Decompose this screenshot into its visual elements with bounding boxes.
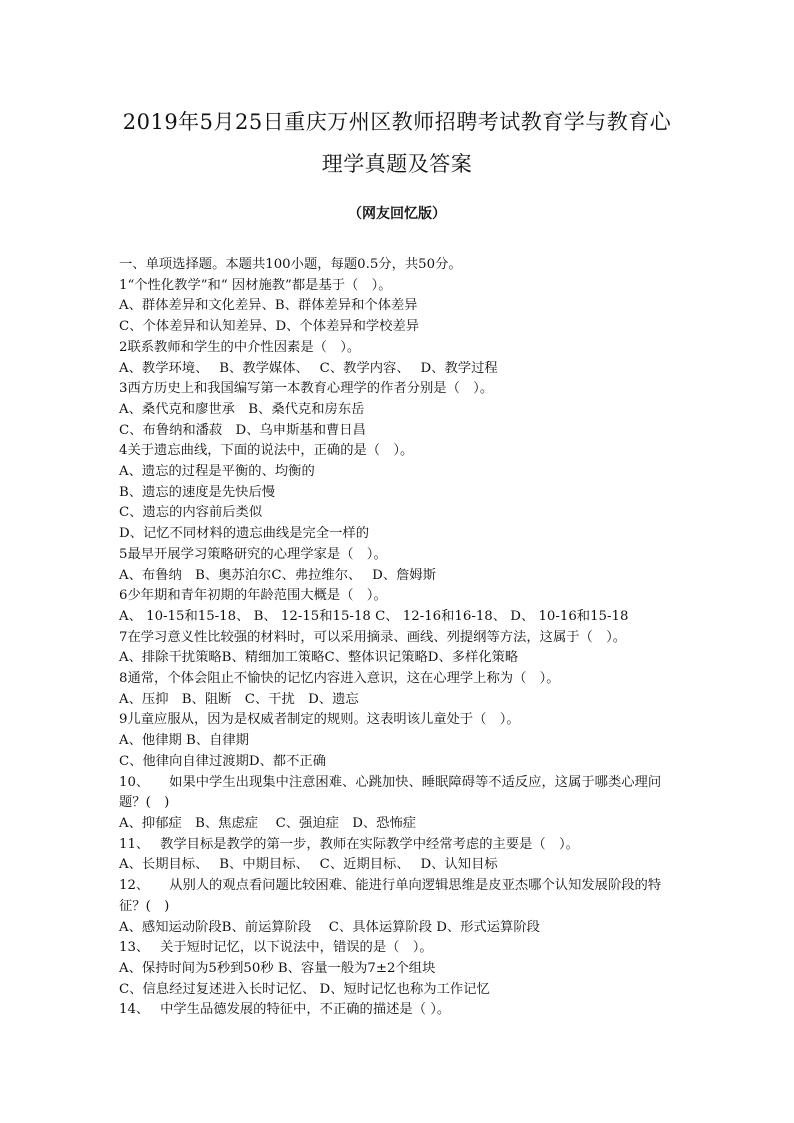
question-8-options: A、压抑 B、阻断 C、干扰 D、遗忘 xyxy=(119,691,359,707)
question-6-options: A、 10-15和15-18、 B、 12-15和15-18 C、 12-16和16-18、 D、 10-16和15-18 xyxy=(119,608,629,624)
question-5: 5最早开展学习策略研究的心理学家是（ ）。 xyxy=(119,546,387,562)
question-12-options: A、感知运动阶段B、前运算阶段 C、具体运算阶段 D、形式运算阶段 xyxy=(119,919,540,935)
question-1-options-ab: A、群体差异和文化差异、B、群体差异和个体差异 xyxy=(119,298,418,314)
question-2-options: A、教学环境、 B、教学媒体、 C、教学内容、 D、教学过程 xyxy=(119,360,498,376)
document-title-line1: 2019年5月25日重庆万州区教师招聘考试教育学与教育心 xyxy=(122,110,672,134)
question-13-options-cd: C、信息经过复述进入长时记忆、 D、短时记忆也称为工作记忆 xyxy=(119,981,490,997)
question-5-options: A、布鲁纳 B、奥苏泊尔C、弗拉维尔、 D、詹姆斯 xyxy=(119,567,437,583)
question-13-options-ab: A、保持时间为5秒到50秒 B、容量一般为7±2个组块 xyxy=(119,960,436,976)
question-6: 6少年期和青年初期的年龄范围大概是（ ）。 xyxy=(119,588,387,604)
section-heading: 一、单项选择题。本题共100小题，每题0.5分，共50分。 xyxy=(119,257,462,272)
question-3-options-ab: A、桑代克和廖世承 B、桑代克和房东岳 xyxy=(119,401,365,417)
question-11: 11、 教学目标是教学的第一步，教师在实际教学中经常考虑的主要是（ ）。 xyxy=(119,836,579,852)
question-1: 1“个性化教学”和“ 因材施教”都是基于（ ）。 xyxy=(119,277,392,293)
question-12: 12、 从别人的观点看问题比较困难、能进行单向逻辑思维是皮亚杰哪个认知发展阶段的特征？( ) xyxy=(119,878,662,914)
question-4-option-c: C、遗忘的内容前后类似 xyxy=(119,505,263,521)
question-8: 8通常，个体会阻止不愉快的记忆内容进入意识，这在心理学上称为（ ）。 xyxy=(119,671,560,687)
question-4-option-a: A、遗忘的过程是平衡的、均衡的 xyxy=(119,464,315,480)
document-subtitle: （网友回忆版） xyxy=(348,206,446,222)
question-2: 2联系教师和学生的中介性因素是（ ）。 xyxy=(119,339,361,355)
question-9-options-cd: C、他律向自律过渡期D、都不正确 xyxy=(119,753,326,769)
question-14: 14、 中学生品德发展的特征中，不正确的描述是（ ）。 xyxy=(119,1002,451,1018)
question-7-options: A、排除干扰策略B、精细加工策略C、整体识记策略D、多样化策略 xyxy=(119,650,519,666)
question-9: 9儿童应服从，因为是权威者制定的规则。这表明该儿童处于（ ）。 xyxy=(119,712,520,728)
question-4-option-d: D、记忆不同材料的遗忘曲线是完全一样的 xyxy=(119,526,370,542)
question-3-options-cd: C、布鲁纳和潘菽 D、乌申斯基和曹日昌 xyxy=(119,422,366,438)
question-1-options-cd: C、个体差异和认知差异、D、个体差异和学校差异 xyxy=(119,319,420,335)
question-4: 4关于遗忘曲线，下面的说法中，正确的是（ ）。 xyxy=(119,443,414,459)
question-list xyxy=(119,255,679,1021)
question-11-options: A、长期目标、 B、中期目标、 C、近期目标、 D、认知目标 xyxy=(119,857,498,873)
question-7: 7在学习意义性比较强的材料时，可以采用摘录、画线、列提纲等方法，这属于（ ）。 xyxy=(119,629,627,645)
question-3: 3西方历史上和我国编写第一本教育心理学的作者分别是（ ）。 xyxy=(119,381,494,397)
question-10: 10、 如果中学生出现集中注意困难、心跳加快、睡眠障碍等不适反应，这属于哪类心理问题？( ) xyxy=(119,774,662,811)
question-4-option-b: B、遗忘的速度是先快后慢 xyxy=(119,484,276,500)
question-9-options-ab: A、他律期 B、自律期 xyxy=(119,733,249,749)
question-13: 13、 关于短时记忆，以下说法中，错误的是（ ）。 xyxy=(119,940,433,956)
question-10-options: A、抑郁症 B、焦虑症 C、强迫症 D、恐怖症 xyxy=(119,815,417,831)
document-title-line2: 理学真题及答案 xyxy=(321,152,473,176)
